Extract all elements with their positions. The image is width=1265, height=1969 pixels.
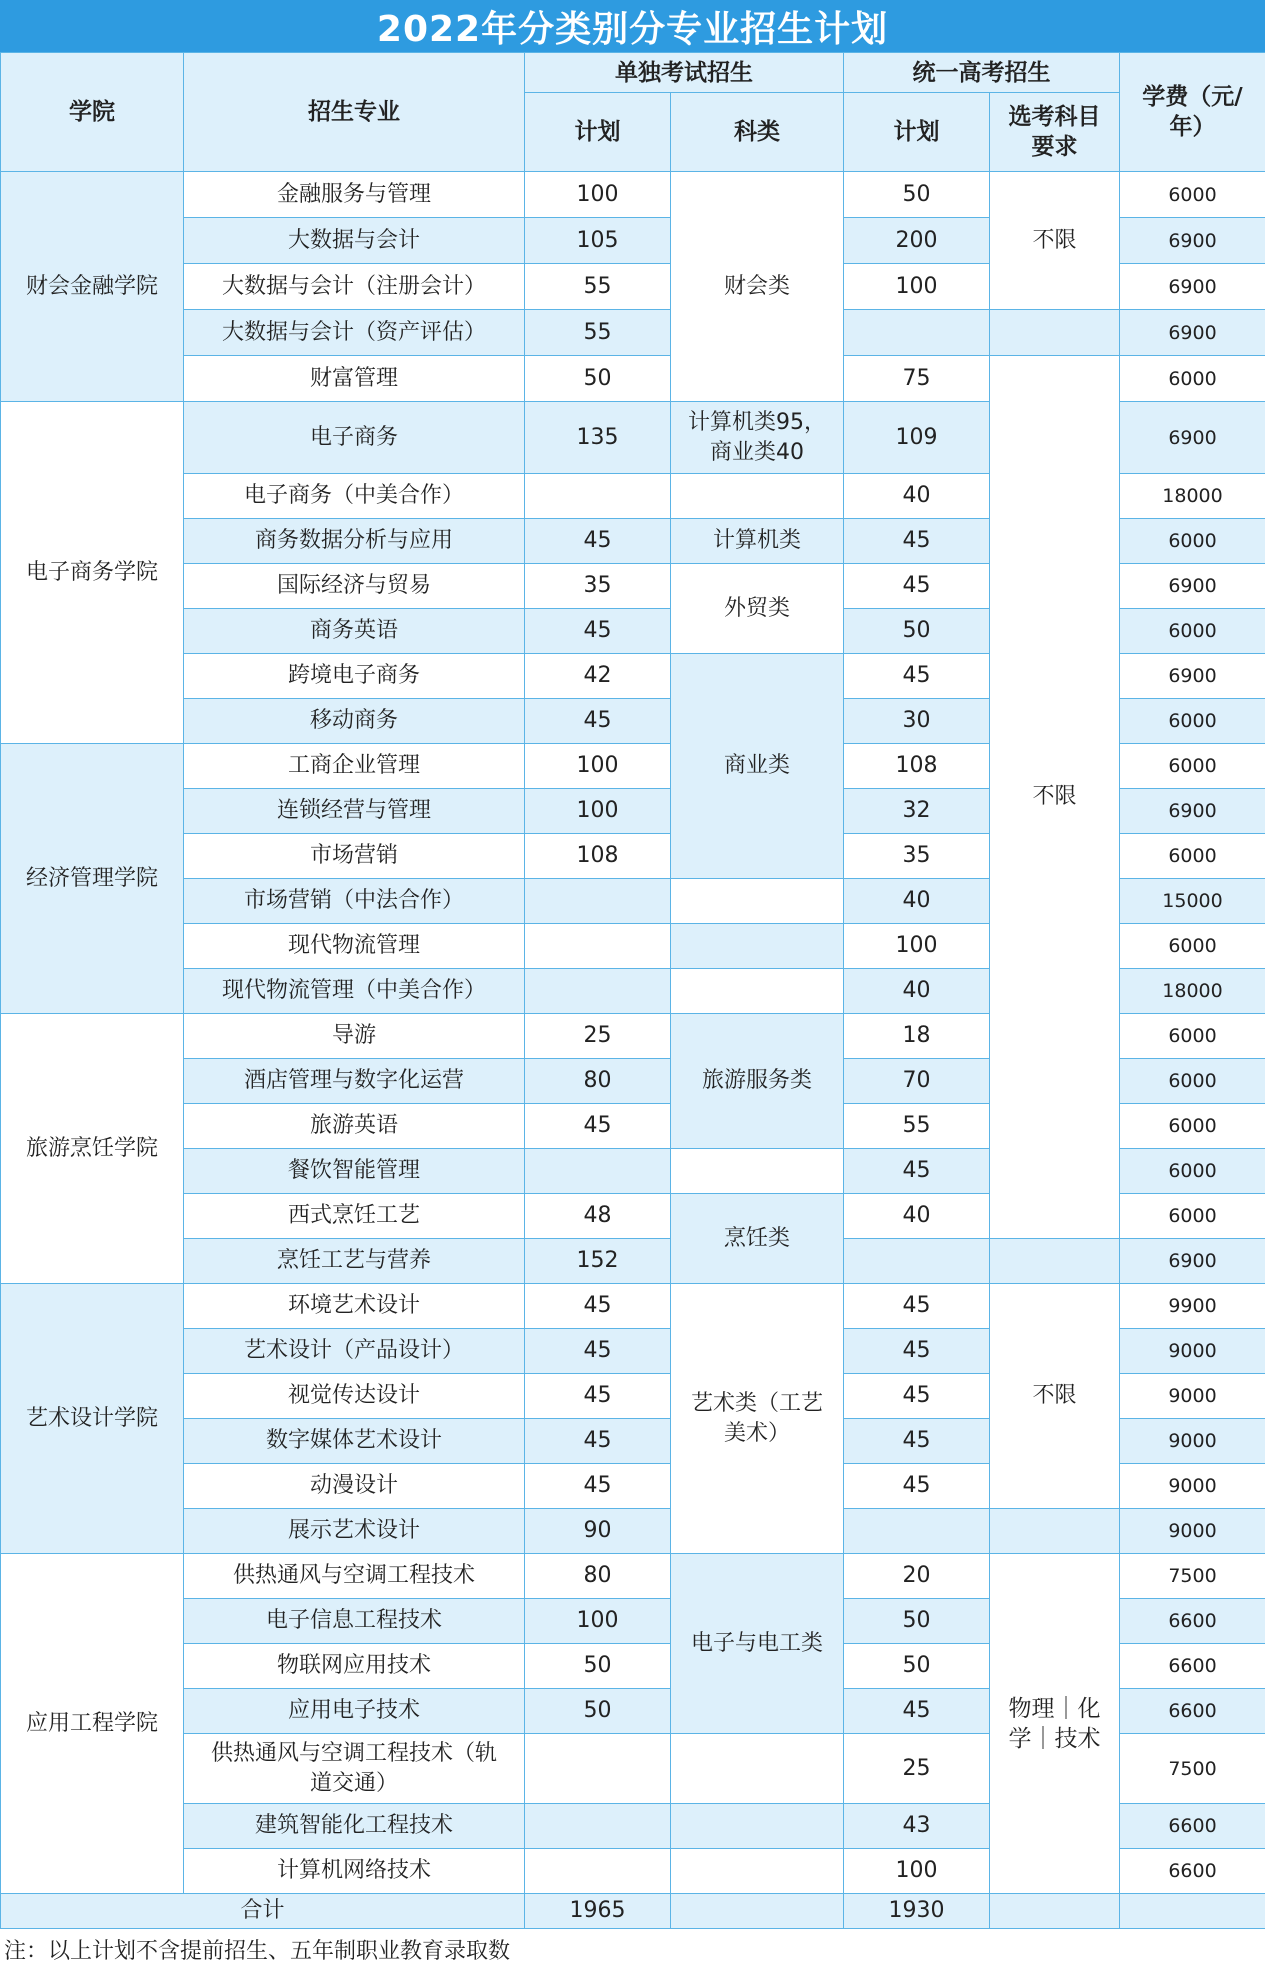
tuition: 6600: [1120, 1849, 1265, 1894]
tuition: 6000: [1120, 172, 1265, 218]
tuition: 6900: [1120, 264, 1265, 310]
gaokao-plan: 45: [844, 519, 990, 564]
major-name: 餐饮智能管理: [184, 1149, 525, 1194]
subject-requirement: 物理｜化学｜技术: [990, 1554, 1120, 1894]
tuition: 6600: [1120, 1689, 1265, 1734]
gaokao-plan: 100: [844, 1849, 990, 1894]
header-major: 招生专业: [184, 53, 525, 172]
single-plan: 45: [525, 1464, 671, 1509]
single-plan: 35: [525, 564, 671, 609]
tuition: 6900: [1120, 310, 1265, 356]
single-plan: 25: [525, 1014, 671, 1059]
major-name: 国际经济与贸易: [184, 564, 525, 609]
single-plan: [525, 474, 671, 519]
gaokao-plan: 30: [844, 699, 990, 744]
major-name: 市场营销（中法合作）: [184, 879, 525, 924]
gaokao-plan: 55: [844, 1104, 990, 1149]
major-name: 供热通风与空调工程技术（轨道交通）: [184, 1734, 525, 1804]
single-plan: 108: [525, 834, 671, 879]
major-name: 大数据与会计（资产评估）: [184, 310, 525, 356]
subject-requirement: 不限: [990, 1284, 1120, 1509]
gaokao-plan: 70: [844, 1059, 990, 1104]
college-name: 艺术设计学院: [1, 1284, 184, 1554]
major-name: 商务英语: [184, 609, 525, 654]
category: 艺术类（工艺美术）: [671, 1284, 844, 1554]
category: 旅游服务类: [671, 1014, 844, 1149]
gaokao-plan: 40: [844, 879, 990, 924]
major-name: 旅游英语: [184, 1104, 525, 1149]
major-name: 市场营销: [184, 834, 525, 879]
gaokao-plan: 50: [844, 609, 990, 654]
major-name: 电子商务: [184, 402, 525, 474]
header-gaokao: 统一高考招生: [844, 53, 1120, 93]
gaokao-plan: 43: [844, 1804, 990, 1849]
major-name: 环境艺术设计: [184, 1284, 525, 1329]
major-name: 建筑智能化工程技术: [184, 1804, 525, 1849]
gaokao-plan: 45: [844, 564, 990, 609]
college-name: 财会金融学院: [1, 172, 184, 402]
gaokao-plan: 45: [844, 1464, 990, 1509]
college-name: 电子商务学院: [1, 402, 184, 744]
category-empty: [671, 1849, 844, 1894]
gaokao-plan: 50: [844, 172, 990, 218]
single-plan: 135: [525, 402, 671, 474]
gaokao-plan: 45: [844, 1374, 990, 1419]
tuition: 6900: [1120, 218, 1265, 264]
single-plan: [525, 924, 671, 969]
major-name: 数字媒体艺术设计: [184, 1419, 525, 1464]
tuition: 6000: [1120, 1194, 1265, 1239]
gaokao-plan: 108: [844, 744, 990, 789]
tuition: 6000: [1120, 519, 1265, 564]
major-name: 财富管理: [184, 356, 525, 402]
gaokao-plan: 32: [844, 789, 990, 834]
single-plan: 45: [525, 1329, 671, 1374]
category: 财会类: [671, 172, 844, 402]
gaokao-plan: 45: [844, 1329, 990, 1374]
single-plan: 105: [525, 218, 671, 264]
tuition: 9000: [1120, 1374, 1265, 1419]
header-category: 科类: [671, 93, 844, 172]
gaokao-plan: 50: [844, 1644, 990, 1689]
tuition: 6600: [1120, 1644, 1265, 1689]
major-name: 金融服务与管理: [184, 172, 525, 218]
major-name: 导游: [184, 1014, 525, 1059]
tuition: 6000: [1120, 1059, 1265, 1104]
total-single: 1965: [525, 1894, 671, 1929]
gaokao-plan: 40: [844, 969, 990, 1014]
tuition: 7500: [1120, 1734, 1265, 1804]
category: 计算机类: [671, 519, 844, 564]
tuition: 18000: [1120, 969, 1265, 1014]
college-name: 经济管理学院: [1, 744, 184, 1014]
major-name: 物联网应用技术: [184, 1644, 525, 1689]
gaokao-plan: 20: [844, 1554, 990, 1599]
header-subject-req: 选考科目要求: [990, 93, 1120, 172]
category: 计算机类95，商业类40: [671, 402, 844, 474]
total-gaokao: 1930: [844, 1894, 990, 1929]
major-name: 电子信息工程技术: [184, 1599, 525, 1644]
page-title: 2022年分类别分专业招生计划: [0, 0, 1265, 52]
gaokao-plan: 35: [844, 834, 990, 879]
gaokao-plan: 45: [844, 1689, 990, 1734]
major-name: 供热通风与空调工程技术: [184, 1554, 525, 1599]
major-name: 大数据与会计: [184, 218, 525, 264]
single-plan: 45: [525, 1104, 671, 1149]
gaokao-plan: 45: [844, 654, 990, 699]
gaokao-plan: 109: [844, 402, 990, 474]
major-name: 烹饪工艺与营养: [184, 1239, 525, 1284]
tuition: 6000: [1120, 744, 1265, 789]
category-empty: [671, 924, 844, 969]
gaokao-plan: 18: [844, 1014, 990, 1059]
major-name: 大数据与会计（注册会计）: [184, 264, 525, 310]
major-name: 电子商务（中美合作）: [184, 474, 525, 519]
total-category-empty: [671, 1894, 844, 1929]
category-empty: [671, 1734, 844, 1804]
tuition: 6900: [1120, 564, 1265, 609]
major-name: 艺术设计（产品设计）: [184, 1329, 525, 1374]
major-name: 计算机网络技术: [184, 1849, 525, 1894]
single-plan: 100: [525, 1599, 671, 1644]
header-tuition: 学费（元/年）: [1120, 53, 1265, 172]
major-name: 移动商务: [184, 699, 525, 744]
category: 电子与电工类: [671, 1554, 844, 1734]
tuition: 6900: [1120, 402, 1265, 474]
single-plan: 45: [525, 1284, 671, 1329]
major-name: 视觉传达设计: [184, 1374, 525, 1419]
header-single-plan: 计划: [525, 93, 671, 172]
header-college: 学院: [1, 53, 184, 172]
header-gaokao-plan: 计划: [844, 93, 990, 172]
gaokao-plan: 45: [844, 1149, 990, 1194]
category: 商业类: [671, 654, 844, 879]
single-plan: 48: [525, 1194, 671, 1239]
gaokao-plan: 40: [844, 474, 990, 519]
category-empty: [671, 474, 844, 519]
tuition: 18000: [1120, 474, 1265, 519]
college-name: 旅游烹饪学院: [1, 1014, 184, 1284]
category-empty: [671, 969, 844, 1014]
single-plan: [525, 1149, 671, 1194]
category-empty: [671, 1804, 844, 1849]
single-plan: 100: [525, 744, 671, 789]
single-plan: 50: [525, 1644, 671, 1689]
single-plan: 80: [525, 1059, 671, 1104]
single-plan: [525, 1734, 671, 1804]
category-empty: [671, 1149, 844, 1194]
single-plan: 45: [525, 1419, 671, 1464]
college-name: 应用工程学院: [1, 1554, 184, 1894]
single-plan: 45: [525, 699, 671, 744]
single-plan: 100: [525, 789, 671, 834]
major-name: 展示艺术设计: [184, 1509, 525, 1554]
gaokao-plan: 50: [844, 1599, 990, 1644]
major-name: 动漫设计: [184, 1464, 525, 1509]
gaokao-plan: 100: [844, 264, 990, 310]
total-label: 合计: [1, 1894, 525, 1929]
tuition: 9000: [1120, 1464, 1265, 1509]
major-name: 跨境电子商务: [184, 654, 525, 699]
header-single-exam: 单独考试招生: [525, 53, 844, 93]
major-name: 西式烹饪工艺: [184, 1194, 525, 1239]
footnote: 注：以上计划不含提前招生、五年制职业教育录取数: [0, 1929, 1265, 1969]
tuition: 6000: [1120, 1014, 1265, 1059]
enrollment-table: [0, 52, 1265, 1929]
subject-requirement-empty: [990, 1509, 1120, 1554]
single-plan: 45: [525, 1374, 671, 1419]
tuition: 6000: [1120, 924, 1265, 969]
major-name: 现代物流管理（中美合作）: [184, 969, 525, 1014]
gaokao-plan: 100: [844, 924, 990, 969]
major-name: 应用电子技术: [184, 1689, 525, 1734]
major-name: 现代物流管理: [184, 924, 525, 969]
single-plan: 45: [525, 609, 671, 654]
major-name: 连锁经营与管理: [184, 789, 525, 834]
tuition: 6600: [1120, 1599, 1265, 1644]
major-name: 商务数据分析与应用: [184, 519, 525, 564]
tuition: 6000: [1120, 356, 1265, 402]
single-plan: [525, 1849, 671, 1894]
tuition: 6900: [1120, 654, 1265, 699]
gaokao-plan: 45: [844, 1419, 990, 1464]
tuition: 7500: [1120, 1554, 1265, 1599]
tuition: 6600: [1120, 1804, 1265, 1849]
subject-requirement-empty: [990, 310, 1120, 356]
tuition: 6000: [1120, 609, 1265, 654]
category: 烹饪类: [671, 1194, 844, 1284]
gaokao-plan: [844, 1239, 990, 1284]
subject-requirement: 不限: [990, 356, 1120, 1239]
gaokao-plan: 75: [844, 356, 990, 402]
single-plan: [525, 1804, 671, 1849]
tuition: 9000: [1120, 1509, 1265, 1554]
gaokao-plan: 45: [844, 1284, 990, 1329]
single-plan: 152: [525, 1239, 671, 1284]
single-plan: 50: [525, 356, 671, 402]
tuition: 6900: [1120, 1239, 1265, 1284]
major-name: 酒店管理与数字化运营: [184, 1059, 525, 1104]
single-plan: 42: [525, 654, 671, 699]
subject-requirement: 不限: [990, 172, 1120, 310]
tuition: 15000: [1120, 879, 1265, 924]
tuition: 6000: [1120, 1149, 1265, 1194]
total-req-empty: [990, 1894, 1120, 1929]
gaokao-plan: 25: [844, 1734, 990, 1804]
tuition: 6900: [1120, 789, 1265, 834]
single-plan: [525, 879, 671, 924]
major-name: 工商企业管理: [184, 744, 525, 789]
category-empty: [671, 879, 844, 924]
single-plan: 80: [525, 1554, 671, 1599]
single-plan: 45: [525, 519, 671, 564]
tuition: 6000: [1120, 834, 1265, 879]
total-fee-empty: [1120, 1894, 1265, 1929]
tuition: 9000: [1120, 1419, 1265, 1464]
gaokao-plan: [844, 310, 990, 356]
single-plan: 90: [525, 1509, 671, 1554]
tuition: 6000: [1120, 699, 1265, 744]
tuition: 9900: [1120, 1284, 1265, 1329]
gaokao-plan: 200: [844, 218, 990, 264]
gaokao-plan: 40: [844, 1194, 990, 1239]
tuition: 6000: [1120, 1104, 1265, 1149]
subject-requirement-empty: [990, 1239, 1120, 1284]
single-plan: [525, 969, 671, 1014]
single-plan: 50: [525, 1689, 671, 1734]
gaokao-plan: [844, 1509, 990, 1554]
single-plan: 55: [525, 310, 671, 356]
category: 外贸类: [671, 564, 844, 654]
single-plan: 55: [525, 264, 671, 310]
tuition: 9000: [1120, 1329, 1265, 1374]
single-plan: 100: [525, 172, 671, 218]
